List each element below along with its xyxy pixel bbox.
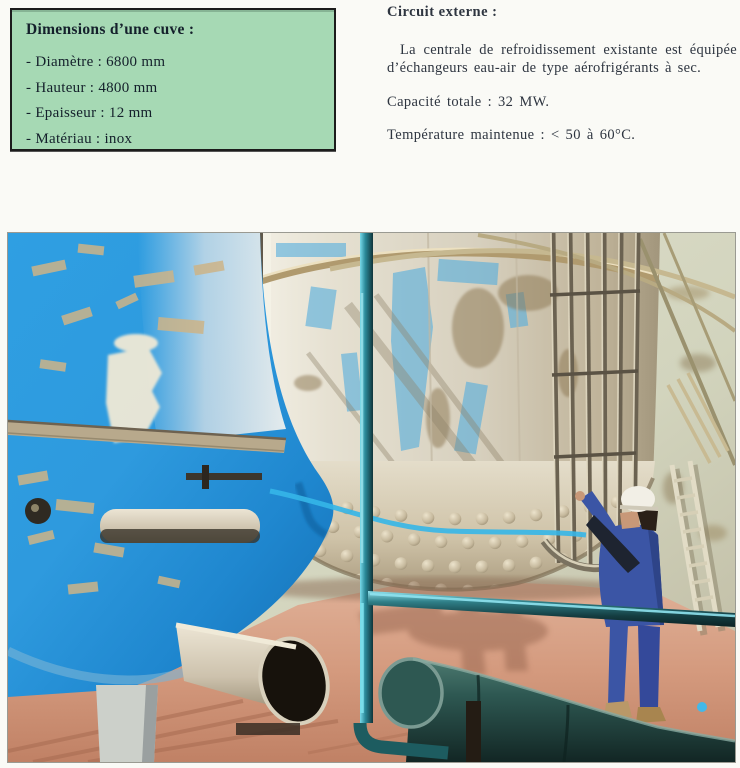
- dimension-item-material: - Matériau : inox: [26, 130, 133, 147]
- circuit-externe-section: [387, 2, 737, 160]
- dimension-item-diameter: - Diamètre : 6800 mm: [26, 54, 166, 70]
- dimension-item-thickness: - Epaisseur : 12 mm: [26, 105, 153, 121]
- tank-dimensions-title: Dimensions d’une cuve :: [26, 21, 195, 38]
- dimension-item-height: - Hauteur : 4800 mm: [26, 79, 158, 96]
- circuit-externe-paragraph: La centrale de refroidissement existante est équipée d’échangeurs eau-air de type aérofrigérants à sec.: [387, 42, 737, 76]
- temperature-line: Température maintenue : < 50 à 60°C.: [387, 127, 636, 143]
- circuit-externe-heading: Circuit externe :: [387, 4, 498, 20]
- worker-face: [620, 511, 640, 529]
- industrial-tanks-photo: [8, 233, 735, 762]
- worker-leg-right: [638, 625, 660, 709]
- vessel-fitting: [697, 702, 707, 712]
- plant-photo-illustration: [8, 233, 735, 762]
- pipe-support: [466, 701, 481, 762]
- worker-hand: [575, 491, 585, 501]
- capacity-line: Capacité totale : 32 MW.: [387, 94, 550, 110]
- tank-dimensions-box: [10, 8, 336, 151]
